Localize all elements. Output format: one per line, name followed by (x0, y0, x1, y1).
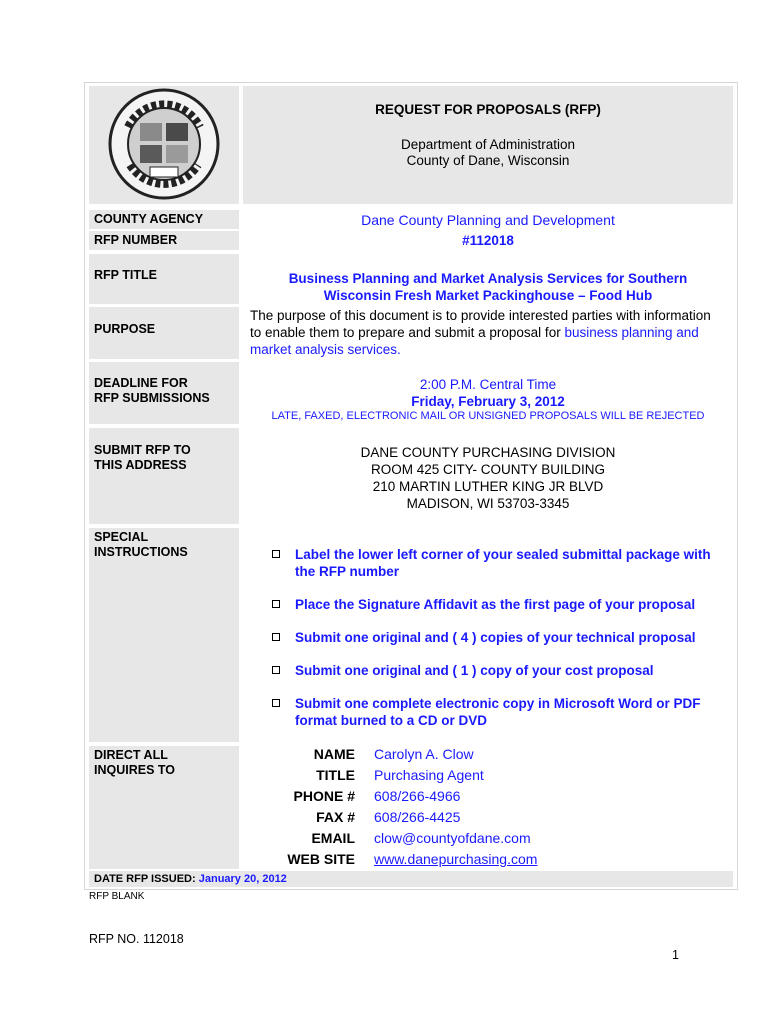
checkbox-bullet-icon (272, 699, 280, 707)
contact-website-key: WEB SITE (287, 851, 355, 867)
deadline-time: 2:00 P.M. Central Time (419, 377, 557, 392)
purpose-value (250, 307, 734, 358)
instruction-1-line-2: the RFP number (295, 564, 400, 579)
purpose-label: PURPOSE (94, 322, 156, 336)
address-line-2: ROOM 425 CITY- COUNTY BUILDING (370, 462, 606, 477)
deadline-label-line-1: DEADLINE FOR (94, 376, 188, 390)
department-name: Department of Administration (400, 137, 576, 152)
direct-label-line-1: DIRECT ALL (94, 748, 168, 762)
special-instructions-list (272, 546, 732, 745)
rfp-title-value (243, 270, 733, 304)
contact-title-key: TITLE (316, 767, 355, 783)
rfp-heading: REQUEST FOR PROPOSALS (RFP) (375, 102, 601, 117)
instruction-5-line-1: Submit one complete electronic copy in Microsoft Word or PDF (295, 696, 701, 711)
county-name: County of Dane, Wisconsin (406, 153, 570, 168)
contact-fax-row (240, 809, 740, 830)
rfp-title-line-1: Business Planning and Market Analysis Services for Southern (288, 271, 688, 286)
date-issued-value: January 20, 2012 (198, 873, 287, 885)
contact-fax-value: 608/266-4425 (374, 809, 461, 825)
purpose-line-3: market analysis services. (250, 342, 401, 357)
submission-address (243, 444, 733, 512)
checkbox-bullet-icon (272, 666, 280, 674)
special-label-line-1: SPECIAL (94, 530, 149, 544)
list-item (272, 662, 732, 679)
deadline-label (94, 376, 210, 406)
direct-label-line-2: INQUIRES TO (94, 763, 176, 777)
contact-name-value: Carolyn A. Clow (374, 746, 474, 762)
submit-label-line-1: SUBMIT RFP TO (94, 443, 191, 457)
rfp-blank-note: RFP BLANK (89, 891, 145, 902)
checkbox-bullet-icon (272, 550, 280, 558)
contact-website-link[interactable]: www.danepurchasing.com (374, 851, 538, 867)
purpose-line-1: The purpose of this document is to provide interested parties with information (250, 308, 711, 323)
rfp-title-label: RFP TITLE (94, 268, 157, 282)
address-line-1: DANE COUNTY PURCHASING DIVISION (360, 445, 616, 460)
contact-name-key: NAME (313, 746, 355, 762)
rfp-title-line-2: Wisconsin Fresh Market Packinghouse – Food Hub (323, 288, 653, 303)
purpose-line-2 (250, 324, 734, 341)
date-issued-label: DATE RFP ISSUED: (94, 873, 196, 885)
contact-fax-key: FAX # (316, 809, 355, 825)
rfp-number-label: RFP NUMBER (94, 233, 178, 247)
submit-address-label (94, 443, 191, 473)
page-number: 1 (672, 948, 679, 962)
instruction-3-line-1: Submit one original and ( 4 ) copies of your technical proposal (295, 630, 696, 645)
address-line-4: MADISON, WI 53703-3345 (406, 496, 570, 511)
contact-title-row (240, 767, 740, 788)
contact-phone-key: PHONE # (293, 788, 355, 804)
date-issued (94, 873, 287, 885)
special-instructions-label (94, 530, 188, 560)
submit-label-line-2: THIS ADDRESS (94, 458, 187, 472)
instruction-4-line-1: Submit one original and ( 1 ) copy of your cost proposal (295, 663, 654, 678)
instruction-5-line-2: format burned to a CD or DVD (295, 713, 488, 728)
contact-email-row (240, 830, 740, 851)
address-line-3: 210 MARTIN LUTHER KING JR BLVD (372, 479, 604, 494)
checkbox-bullet-icon (272, 600, 280, 608)
contact-phone-value: 608/266-4966 (374, 788, 461, 804)
list-item (272, 695, 732, 729)
list-item (272, 546, 732, 580)
special-label-line-2: INSTRUCTIONS (94, 545, 188, 559)
purpose-service-link: business planning and (564, 325, 699, 340)
checkbox-bullet-icon (272, 633, 280, 641)
list-item (272, 596, 732, 613)
list-item (272, 629, 732, 646)
contact-email-link[interactable]: clow@countyofdane.com (374, 830, 531, 846)
contact-email-key: EMAIL (311, 830, 355, 846)
contact-website-row (240, 851, 740, 872)
contact-name-row (240, 746, 740, 767)
county-agency-value: Dane County Planning and Development (361, 212, 615, 228)
special-label-cell (89, 528, 239, 742)
county-seal-logo (100, 87, 228, 201)
rfp-number-value: #112018 (462, 233, 514, 248)
deadline-rejection-note: LATE, FAXED, ELECTRONIC MAIL OR UNSIGNED PROPOSALS WILL BE REJECTED (271, 410, 705, 422)
deadline-label-line-2: RFP SUBMISSIONS (94, 391, 210, 405)
contact-title-value: Purchasing Agent (374, 767, 484, 783)
county-agency-label: COUNTY AGENCY (94, 212, 204, 226)
instruction-1-line-1: Label the lower left corner of your sealed submittal package with (295, 547, 711, 562)
direct-inquiries-label (94, 748, 175, 778)
deadline-date: Friday, February 3, 2012 (411, 394, 565, 409)
contact-phone-row (240, 788, 740, 809)
purpose-line-2-text: to enable them to prepare and submit a proposal for (250, 325, 565, 340)
footer-rfp-number: RFP NO. 112018 (89, 932, 184, 946)
instruction-2-line-1: Place the Signature Affidavit as the first page of your proposal (295, 597, 696, 612)
